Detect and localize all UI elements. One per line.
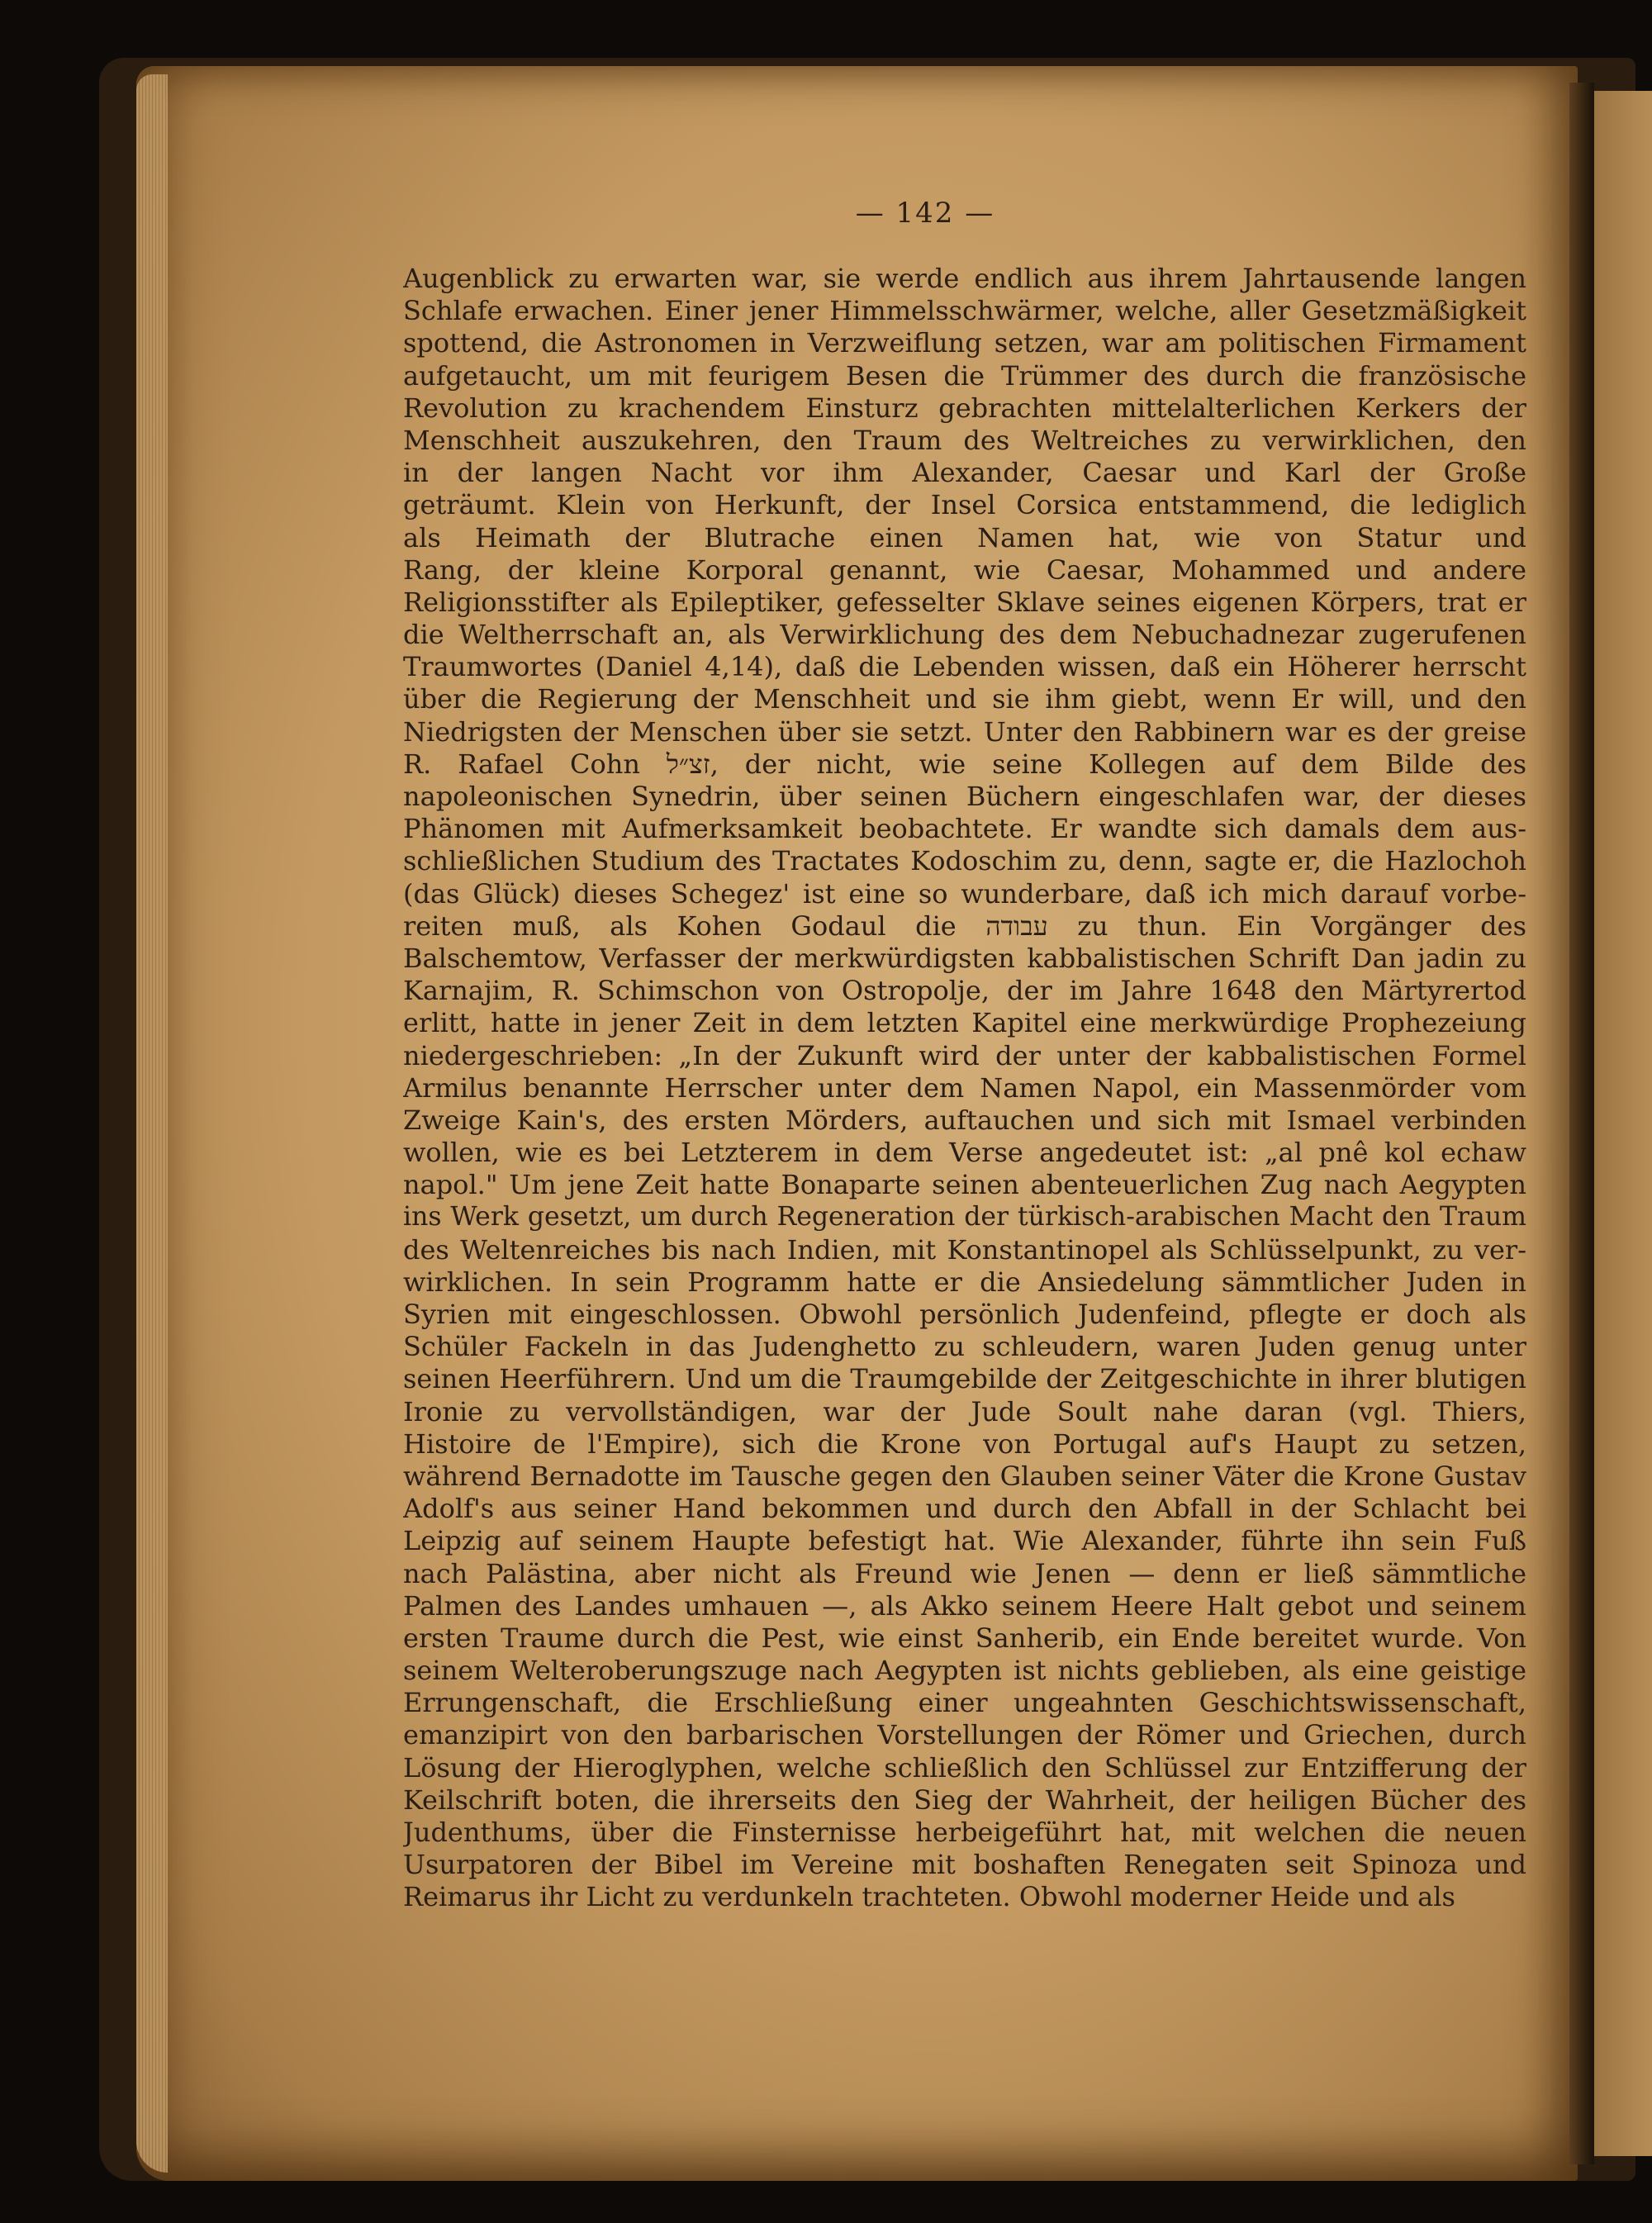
text-line: Karnajim, R. Schimschon von Ostropolje, der im Jahre 1648 den Märtyrertod <box>403 975 1526 1007</box>
text-line: Schlafe erwachen. Einer jener Himmelsschwärmer, welche, aller Gesetzmäßigkeit <box>403 295 1526 327</box>
text-line: Histoire de l'Empire), sich die Krone von Portugal auf's Haupt zu setzen, <box>403 1427 1526 1460</box>
text-line: schließlichen Studium des Tractates Kodoschim zu, denn, sagte er, die Hazlochoh <box>403 845 1526 877</box>
text-line: Adolf's aus seiner Hand bekommen und durch den Abfall in der Schlacht bei <box>403 1493 1526 1525</box>
text-line: Schüler Fackeln in das Judenghetto zu schleudern, waren Juden genug unter <box>403 1331 1526 1363</box>
text-line: aufgetaucht, um mit feurigem Besen die Trümmer des durch die französische <box>403 359 1526 392</box>
text-line: Phänomen mit Aufmerksamkeit beobachtete. Er wandte sich damals dem aus- <box>403 813 1526 845</box>
text-line: Lösung der Hieroglyphen, welche schließlich den Schlüssel zur Entzifferung der <box>403 1751 1526 1784</box>
facing-page-edge <box>1594 91 1652 2156</box>
page-edges <box>136 74 168 2173</box>
text-line: Armilus benannte Herrscher unter dem Namen Napol, ein Massenmörder vom <box>403 1071 1526 1104</box>
text-line: über die Regierung der Menschheit und sie ihm giebt, wenn Er will, und den <box>403 683 1526 715</box>
text-line: Errungenschaft, die Erschließung einer ungeahnten Geschichtswissenschaft, <box>403 1687 1526 1719</box>
text-line: Balschemtow, Verfasser der merkwürdigsten kabbalistischen Schrift Dan jadin zu <box>403 942 1526 974</box>
text-line: während Bernadotte im Tausche gegen den Glauben seiner Väter die Krone Gustav <box>403 1460 1526 1492</box>
text-line: seinem Welteroberungszuge nach Aegypten ist nichts geblieben, als eine geistige <box>403 1655 1526 1687</box>
text-line: wollen, wie es bei Letzterem in dem Verse angedeutet ist: „al pnê kol echaw <box>403 1137 1526 1169</box>
text-line: niedergeschrieben: „In der Zukunft wird der unter der kabbalistischen Formel <box>403 1039 1526 1071</box>
text-line: Religionsstifter als Epileptiker, gefesselter Sklave seines eigenen Körpers, trat er <box>403 586 1526 618</box>
text-line: emanzipirt von den barbarischen Vorstellungen der Römer und Griechen, durch <box>403 1719 1526 1751</box>
text-line: Leipzig auf seinem Haupte befestigt hat. Wie Alexander, führte ihn sein Fuß <box>403 1525 1526 1557</box>
text-line: spottend, die Astronomen in Verzweiflung setzen, war am politischen Firmament <box>403 327 1526 359</box>
text-line: als Heimath der Blutrache einen Namen hat, wie von Statur und <box>403 521 1526 553</box>
text-line: (das Glück) dieses Schegez' ist eine so wunderbare, daß ich mich darauf vorbe- <box>403 877 1526 910</box>
text-line: Niedrigsten der Menschen über sie setzt. Unter den Rabbinern war es der greise <box>403 715 1526 748</box>
page-number: — 142 — <box>855 197 995 230</box>
book-gutter <box>1569 83 1594 2164</box>
text-line: reiten muß, als Kohen Godaul die עבודה zu thun. Ein Vorgänger des <box>403 910 1526 942</box>
text-line: napoleonischen Synedrin, über seinen Büchern eingeschlafen war, der dieses <box>403 781 1526 812</box>
text-line: Syrien mit eingeschlossen. Obwohl persönlich Judenfeind, pflegte er doch als <box>403 1299 1526 1330</box>
text-line: des Weltenreiches bis nach Indien, mit Konstantinopel als Schlüsselpunkt, zu ver- <box>403 1233 1526 1266</box>
body-text <box>403 263 1526 1914</box>
text-line: in der langen Nacht vor ihm Alexander, Caesar und Karl der Große <box>403 457 1526 489</box>
text-line: R. Rafael Cohn זצ״ל, der nicht, wie seine Kollegen auf dem Bilde des <box>403 748 1526 780</box>
text-line: Menschheit auszukehren, den Traum des Weltreiches zu verwirklichen, den <box>403 424 1526 456</box>
text-line: Judenthums, über die Finsternisse herbeigeführt hat, mit welchen die neuen <box>403 1817 1526 1848</box>
text-line: Palmen des Landes umhauen —, als Akko seinem Heere Halt gebot und seinem <box>403 1589 1526 1622</box>
text-line: geträumt. Klein von Herkunft, der Insel Corsica entstammend, die lediglich <box>403 489 1526 521</box>
text-line: Revolution zu krachendem Einsturz gebrachten mittelalterlichen Kerkers der <box>403 392 1526 424</box>
text-line: seinen Heerführern. Und um die Traumgebilde der Zeitgeschichte in ihrer blutigen <box>403 1363 1526 1395</box>
text-line: Augenblick zu erwarten war, sie werde endlich aus ihrem Jahrtausende langen <box>403 263 1526 294</box>
text-line: Zweige Kain's, des ersten Mörders, auftauchen und sich mit Ismael verbinden <box>403 1104 1526 1136</box>
text-line: Reimarus ihr Licht zu verdunkeln trachteten. Obwohl moderner Heide und als <box>403 1881 1455 1913</box>
text-line: ersten Traume durch die Pest, wie einst Sanherib, ein Ende bereitet wurde. Von <box>403 1622 1526 1654</box>
text-line: erlitt, hatte in jener Zeit in dem letzten Kapitel eine merkwürdige Prophezeiung <box>403 1007 1526 1039</box>
text-line: die Weltherrschaft an, als Verwirklichung des dem Nebuchadnezar zugerufenen <box>403 619 1526 651</box>
text-line: Keilschrift boten, die ihrerseits den Sieg der Wahrheit, der heiligen Bücher des <box>403 1784 1526 1816</box>
text-line: Ironie zu vervollständigen, war der Jude Soult nahe daran (vgl. Thiers, <box>403 1395 1526 1427</box>
text-line: ins Werk gesetzt, um durch Regeneration der türkisch-arabischen Macht den Traum <box>403 1202 1526 1233</box>
text-line: wirklichen. In sein Programm hatte er die Ansiedelung sämmtlicher Juden in <box>403 1266 1526 1298</box>
text-line: Traumwortes (Daniel 4,14), daß die Lebenden wissen, daß ein Höherer herrscht <box>403 651 1526 683</box>
text-line: napol." Um jene Zeit hatte Bonaparte seinen abenteuerlichen Zug nach Aegypten <box>403 1169 1526 1201</box>
text-line: Rang, der kleine Korporal genannt, wie Caesar, Mohammed und andere <box>403 553 1526 586</box>
text-line: Usurpatoren der Bibel im Vereine mit boshaften Renegaten seit Spinoza und <box>403 1849 1526 1881</box>
text-line: nach Palästina, aber nicht als Freund wie Jenen — denn er ließ sämmtliche <box>403 1557 1526 1589</box>
